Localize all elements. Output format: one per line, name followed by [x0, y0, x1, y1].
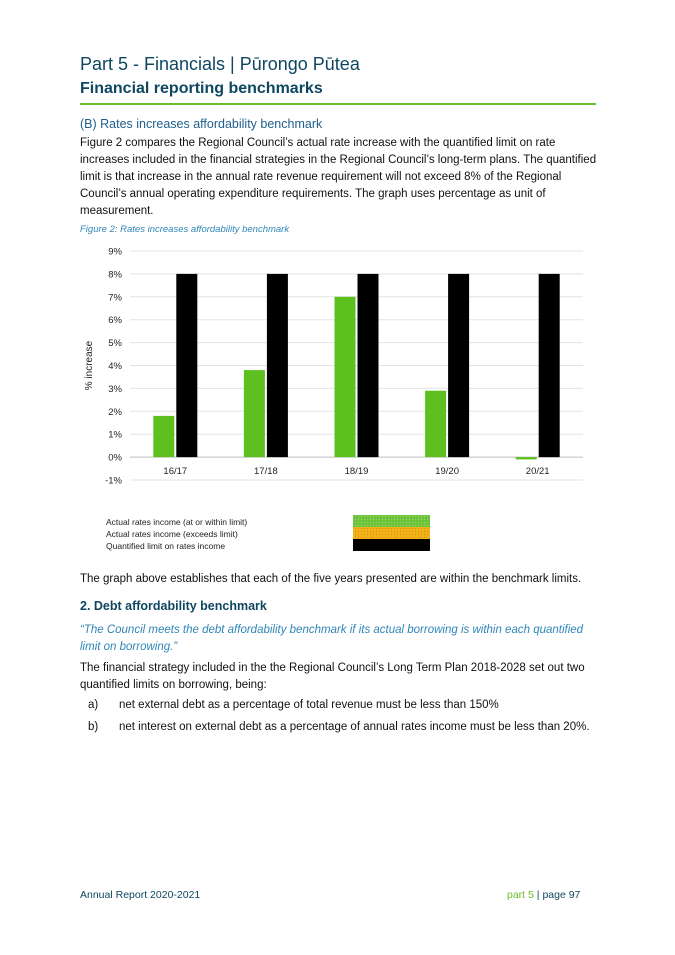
rates-benchmark-heading: (B) Rates increases affordability benchmark [80, 117, 323, 131]
legend-label: Actual rates income (exceeds limit) [106, 529, 238, 539]
y-tick-label: -1% [105, 475, 122, 487]
footer-separator: | [536, 889, 540, 901]
bar-actual-20-21 [516, 457, 537, 459]
bar-actual-16-17 [153, 416, 174, 457]
bar-actual-17-18 [244, 370, 265, 457]
x-tick-label: 20/21 [525, 466, 550, 478]
debt-benchmark-heading: 2. Debt affordability benchmark [80, 599, 267, 613]
bar-limit-20-21 [539, 274, 560, 457]
x-tick-label: 19/20 [435, 466, 459, 478]
x-tick-label: 16/17 [163, 466, 188, 478]
section-divider [80, 103, 596, 105]
footer-part: part 5 [507, 889, 534, 901]
footer-page-info [507, 889, 580, 901]
y-tick-label: 6% [108, 315, 122, 327]
list-item-marker: a) [88, 699, 99, 711]
legend-swatch [353, 539, 430, 551]
y-tick-label: 7% [108, 292, 122, 304]
bar-actual-19-20 [425, 391, 446, 457]
y-tick-label: 9% [108, 246, 122, 258]
bar-limit-19-20 [448, 274, 469, 457]
footer-page-number: page 97 [542, 889, 581, 901]
debt-benchmark-paragraph: The financial strategy included in the the Regional Council’s Long Term Plan 2018-2028 set out two quantified limits on borrowing, being: [80, 662, 585, 691]
y-axis-label: % increase [84, 340, 95, 391]
legend-swatch [353, 527, 430, 539]
y-tick-label: 2% [108, 406, 122, 418]
bar-actual-18-19 [335, 297, 356, 457]
bar-limit-18-19 [358, 274, 379, 457]
list-item-marker: b) [88, 721, 99, 733]
section-title: Financial reporting benchmarks [80, 80, 323, 97]
part-title: Part 5 - Financials | Pūrongo Pūtea [80, 54, 360, 74]
y-tick-label: 4% [108, 361, 122, 372]
bar-limit-17-18 [267, 274, 288, 457]
figure-caption: Figure 2: Rates increases affordability benchmark [80, 224, 290, 235]
y-tick-label: 3% [108, 383, 122, 395]
y-tick-label: 5% [108, 338, 122, 350]
rates-benchmark-chart [78, 242, 598, 560]
y-tick-label: 0% [108, 452, 122, 464]
y-tick-label: 8% [108, 269, 122, 281]
legend-label: Quantified limit on rates income [106, 541, 226, 551]
list-item: net external debt as a percentage of total revenue must be less than 150% [119, 699, 499, 711]
list-item: net interest on external debt as a percentage of annual rates income must be less than 20%. [119, 721, 590, 733]
x-tick-label: 17/18 [254, 466, 278, 478]
rates-benchmark-paragraph: Figure 2 compares the Regional Council’s actual rate increase with the quantified limit on rate increases included in the financial strategies in the Regional Council’s long-term plans. The quantified limit is that increase in the annual rate revenue requirement will not exceed 8% of the Regional Council’s annual operating expenditure requirements. The graph uses percentage as unit of measurement. [80, 137, 597, 217]
legend-label: Actual rates income (at or within limit) [106, 517, 248, 527]
footer-report-title: Annual Report 2020-2021 [80, 889, 201, 901]
y-tick-label: 1% [108, 429, 122, 441]
legend-swatch [353, 515, 430, 527]
benchmark-conclusion: The graph above establishes that each of the five years presented are within the benchmark limits. [80, 573, 582, 585]
debt-benchmark-quote: “The Council meets the debt affordability benchmark if its actual borrowing is within each quantified limit on borrowing.” [80, 624, 584, 653]
x-tick-label: 18/19 [344, 466, 369, 478]
bar-limit-16-17 [176, 274, 197, 457]
